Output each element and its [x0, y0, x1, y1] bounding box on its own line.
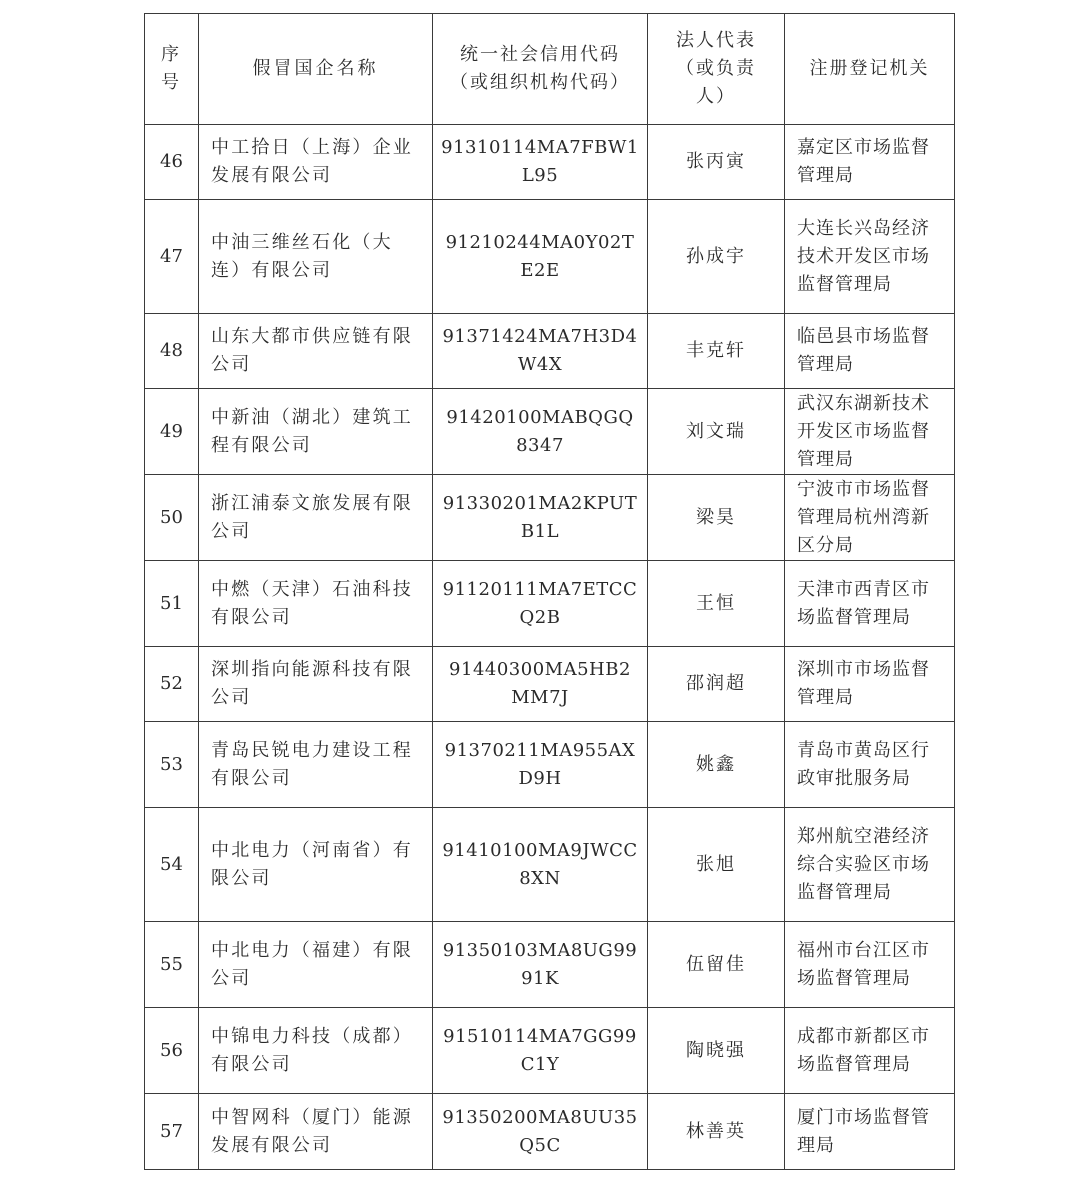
- row-credit-code: 91510114MA7GG99C1Y: [433, 1008, 648, 1094]
- row-seq: 48: [145, 314, 199, 389]
- header-name: 假冒国企名称: [199, 14, 433, 125]
- row-company-name: 中智网科（厦门）能源发展有限公司: [199, 1094, 433, 1170]
- row-seq: 57: [145, 1094, 199, 1170]
- table-row: [145, 808, 955, 922]
- header-seq: 序号: [145, 14, 199, 125]
- row-legal-rep: 刘文瑞: [648, 389, 785, 475]
- row-credit-code: 91440300MA5HB2MM7J: [433, 647, 648, 722]
- row-seq: 53: [145, 722, 199, 808]
- table-row: [145, 922, 955, 1008]
- table-header-row: [145, 14, 955, 125]
- row-credit-code: 91310114MA7FBW1L95: [433, 125, 648, 200]
- row-company-name: 中北电力（福建）有限公司: [199, 922, 433, 1008]
- row-legal-rep: 王恒: [648, 561, 785, 647]
- row-registration-authority: 成都市新都区市场监督管理局: [785, 1008, 955, 1094]
- row-registration-authority: 厦门市场监督管理局: [785, 1094, 955, 1170]
- row-company-name: 中新油（湖北）建筑工程有限公司: [199, 389, 433, 475]
- row-credit-code: 91120111MA7ETCCQ2B: [433, 561, 648, 647]
- table-row: [145, 475, 955, 561]
- row-registration-authority: 临邑县市场监督管理局: [785, 314, 955, 389]
- row-registration-authority: 嘉定区市场监督管理局: [785, 125, 955, 200]
- row-legal-rep: 林善英: [648, 1094, 785, 1170]
- table-row: [145, 200, 955, 314]
- table-row: [145, 647, 955, 722]
- row-company-name: 中锦电力科技（成都）有限公司: [199, 1008, 433, 1094]
- row-credit-code: 91350103MA8UG9991K: [433, 922, 648, 1008]
- table-row: [145, 1094, 955, 1170]
- row-seq: 46: [145, 125, 199, 200]
- row-credit-code: 91420100MABQGQ8347: [433, 389, 648, 475]
- row-legal-rep: 张丙寅: [648, 125, 785, 200]
- row-legal-rep: 张旭: [648, 808, 785, 922]
- row-company-name: 浙江浦泰文旅发展有限公司: [199, 475, 433, 561]
- row-legal-rep: 梁昊: [648, 475, 785, 561]
- row-legal-rep: 孙成宇: [648, 200, 785, 314]
- row-credit-code: 91350200MA8UU35Q5C: [433, 1094, 648, 1170]
- table-row: [145, 722, 955, 808]
- row-registration-authority: 青岛市黄岛区行政审批服务局: [785, 722, 955, 808]
- row-seq: 51: [145, 561, 199, 647]
- row-company-name: 山东大都市供应链有限公司: [199, 314, 433, 389]
- row-registration-authority: 郑州航空港经济综合实验区市场监督管理局: [785, 808, 955, 922]
- row-seq: 50: [145, 475, 199, 561]
- row-seq: 49: [145, 389, 199, 475]
- row-legal-rep: 陶晓强: [648, 1008, 785, 1094]
- header-code: 统一社会信用代码（或组织机构代码）: [433, 14, 648, 125]
- row-seq: 54: [145, 808, 199, 922]
- row-seq: 47: [145, 200, 199, 314]
- row-company-name: 青岛民锐电力建设工程有限公司: [199, 722, 433, 808]
- table-row: [145, 314, 955, 389]
- row-company-name: 中燃（天津）石油科技有限公司: [199, 561, 433, 647]
- row-legal-rep: 姚鑫: [648, 722, 785, 808]
- row-seq: 56: [145, 1008, 199, 1094]
- row-company-name: 深圳指向能源科技有限公司: [199, 647, 433, 722]
- row-company-name: 中工拾日（上海）企业发展有限公司: [199, 125, 433, 200]
- row-legal-rep: 伍留佳: [648, 922, 785, 1008]
- table-row: [145, 389, 955, 475]
- row-legal-rep: 邵润超: [648, 647, 785, 722]
- row-registration-authority: 深圳市市场监督管理局: [785, 647, 955, 722]
- row-credit-code: 91371424MA7H3D4W4X: [433, 314, 648, 389]
- row-legal-rep: 丰克轩: [648, 314, 785, 389]
- row-company-name: 中油三维丝石化（大连）有限公司: [199, 200, 433, 314]
- table-row: [145, 1008, 955, 1094]
- header-auth: 注册登记机关: [785, 14, 955, 125]
- row-credit-code: 91210244MA0Y02TE2E: [433, 200, 648, 314]
- row-credit-code: 91410100MA9JWCC8XN: [433, 808, 648, 922]
- row-registration-authority: 宁波市市场监督管理局杭州湾新区分局: [785, 475, 955, 561]
- row-credit-code: 91370211MA955AXD9H: [433, 722, 648, 808]
- row-company-name: 中北电力（河南省）有限公司: [199, 808, 433, 922]
- row-seq: 55: [145, 922, 199, 1008]
- table-row: [145, 125, 955, 200]
- fake-soe-table: [144, 13, 955, 1170]
- row-seq: 52: [145, 647, 199, 722]
- row-credit-code: 91330201MA2KPUTB1L: [433, 475, 648, 561]
- row-registration-authority: 武汉东湖新技术开发区市场监督管理局: [785, 389, 955, 475]
- row-registration-authority: 福州市台江区市场监督管理局: [785, 922, 955, 1008]
- row-registration-authority: 天津市西青区市场监督管理局: [785, 561, 955, 647]
- table-row: [145, 561, 955, 647]
- header-rep: 法人代表（或负责人）: [648, 14, 785, 125]
- row-registration-authority: 大连长兴岛经济技术开发区市场监督管理局: [785, 200, 955, 314]
